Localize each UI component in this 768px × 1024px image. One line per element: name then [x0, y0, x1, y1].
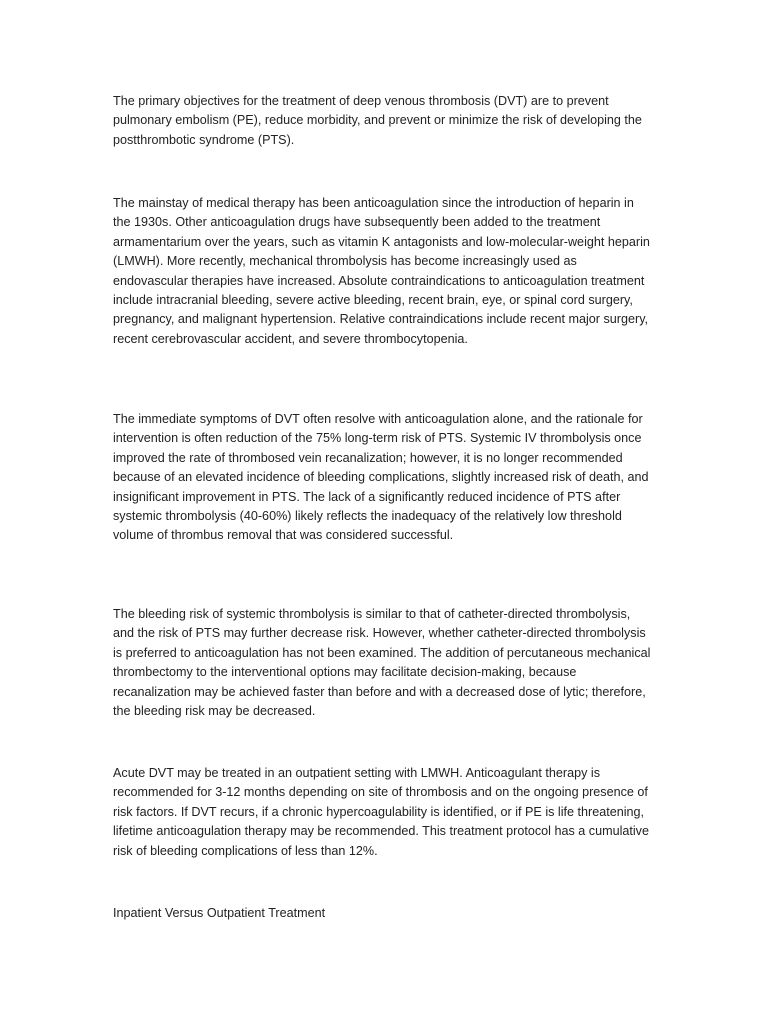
- section-heading: Inpatient Versus Outpatient Treatment: [113, 906, 326, 920]
- paragraph-treatment-objectives: The primary objectives for the treatment of deep venous thrombosis (DVT) are to prevent pulmonary embolism (PE), reduce morbidity, and prevent or minimize the risk of developing the postthrombotic syndrome (PTS).: [113, 94, 642, 147]
- paragraph-anticoagulation-therapy: The mainstay of medical therapy has been anticoagulation since the introduction of heparin in the 1930s. Other anticoagulation drugs have subsequently been added to the treatment armamentarium over the years, such as vitamin K antagonists and low-molecular-weight heparin (LMWH). More recently, mechanical thrombolysis has become increasingly used as endovascular therapies have increased. Absolute contraindications to anticoagulation treatment include intracranial bleeding, severe active bleeding, recent brain, eye, or spinal cord surgery, pregnancy, and malignant hypertension. Relative contraindications include recent major surgery, recent cerebrovascular accident, and severe thrombocytopenia.: [113, 196, 650, 346]
- paragraph-acute-dvt-outpatient: Acute DVT may be treated in an outpatient setting with LMWH. Anticoagulant therapy is recommended for 3-12 months depending on site of thrombosis and on the ongoing presence of risk factors. If DVT recurs, if a chronic hypercoagulability is identified, or if PE is life threatening, lifetime anticoagulation therapy may be recommended. This treatment protocol has a cumulative risk of bleeding complications of less than 12%.: [113, 766, 649, 858]
- paragraph-immediate-symptoms: The immediate symptoms of DVT often resolve with anticoagulation alone, and the rationale for intervention is often reduction of the 75% long-term risk of PTS. Systemic IV thrombolysis once improved the rate of thrombosed vein recanalization; however, it is no longer recommended because of an elevated incidence of bleeding complications, slightly increased risk of death, and insignificant improvement in PTS. The lack of a significantly reduced incidence of PTS after systemic thrombolysis (40-60%) likely reflects the inadequacy of the relatively low threshold volume of thrombus removal that was considered successful.: [113, 412, 649, 543]
- paragraph-bleeding-risk: The bleeding risk of systemic thrombolysis is similar to that of catheter-directed thrombolysis, and the risk of PTS may further decrease risk. However, whether catheter-directed thrombolysis is preferred to anticoagulation has not been examined. The addition of percutaneous mechanical thrombectomy to the interventional options may facilitate decision-making, because recanalization may be achieved faster than before and with a decreased dose of lytic; therefore, the bleeding risk may be decreased.: [113, 607, 651, 719]
